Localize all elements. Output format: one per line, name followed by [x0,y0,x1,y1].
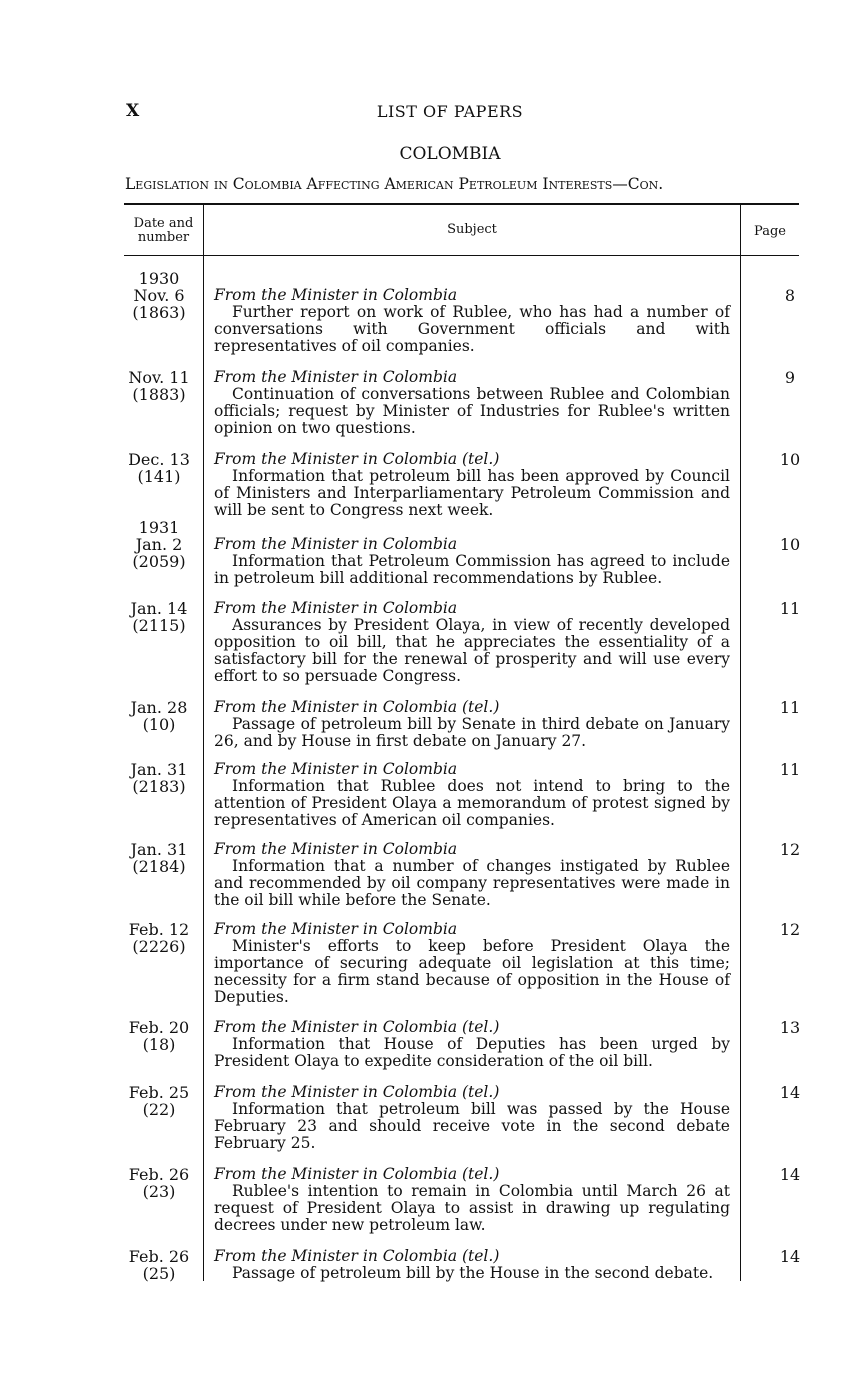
entry-number: (2184) [132,857,186,876]
entry-date: Feb. 20 [128,1018,190,1037]
entry-date: Jan. 31 [130,840,188,859]
entry-number: (10) [142,715,176,734]
entry-from: From the Minister in Colombia [214,840,458,858]
entry-description: Information that Rublee does not intend to bring to the attention of President Olaya a memorandum of protest signed by representatives of American oil companies. [214,777,730,829]
entry-number: (23) [142,1182,176,1201]
column-divider-left [203,205,204,1281]
entry-date: Jan. 14 [130,599,188,618]
entry-number: (2115) [132,616,186,635]
running-title: LIST OF PAPERS [376,102,524,121]
entry-page: 12 [779,840,801,859]
entry-from: From the Minister in Colombia (tel.) [214,1247,500,1265]
entry-year: 1931 [138,518,180,537]
column-header-date: Date and number [133,216,194,245]
entry-from: From the Minister in Colombia (tel.) [214,450,500,468]
entry-number: (1863) [132,303,186,322]
entry-number: (1883) [132,385,186,404]
entry-description: Minister's efforts to keep before President Olaya the importance of securing adequate oil legislation at this time; necessity for a firm stand because of opposition in the House of Deputies. [214,937,730,1006]
entry-from: From the Minister in Colombia [214,920,458,938]
entry-description: Rublee's intention to remain in Colombia until March 26 at request of President Olaya to assist in drawing up regulating decrees under new petroleum law. [214,1182,730,1234]
section-title: Legislation in Colombia Affecting American Petroleum Interests—Con. [125,175,664,193]
entry-page: 14 [779,1083,801,1102]
entry-date: Nov. 11 [128,368,190,387]
entry-from: From the Minister in Colombia [214,760,458,778]
entry-description: Information that petroleum bill has been approved by Council of Ministers and Interparliamentary Petroleum Commission and will be sent to Congress next week. [214,467,730,519]
country-heading: COLOMBIA [399,144,501,164]
entry-number: (18) [142,1035,176,1054]
entry-date: Jan. 31 [130,760,188,779]
entry-date: Feb. 26 [128,1165,190,1184]
page-number: X [126,101,140,121]
entry-date: Jan. 2 [135,535,183,554]
entry-number: (141) [137,467,181,486]
entry-page: 11 [779,760,801,779]
entry-number: (2059) [132,552,186,571]
entry-from: From the Minister in Colombia [214,535,458,553]
entry-description: Information that petroleum bill was passed by the House February 23 and should receive vote in the second debate February 25. [214,1100,730,1152]
entry-description: Passage of petroleum bill by Senate in third debate on January 26, and by House in first debate on January 27. [214,715,730,750]
entry-page: 9 [784,368,796,387]
entry-date: Jan. 28 [130,698,188,717]
entry-page: 12 [779,920,801,939]
entry-from: From the Minister in Colombia (tel.) [214,1018,500,1036]
table-top-rule [124,203,799,205]
entry-date: Dec. 13 [128,450,190,469]
entry-description: Continuation of conversations between Rublee and Colombian officials; request by Minister of Industries for Rublee's written opinion on two questions. [214,385,730,437]
entry-year: 1930 [138,269,180,288]
entry-number: (2226) [132,937,186,956]
entry-page: 14 [779,1247,801,1266]
column-header-page: Page [754,224,786,239]
entry-number: (25) [142,1264,176,1283]
entry-description: Information that House of Deputies has been urged by President Olaya to expedite consideration of the oil bill. [214,1035,730,1070]
entry-date: Feb. 12 [128,920,190,939]
entry-description: Passage of petroleum bill by the House in the second debate. [232,1264,714,1282]
entry-from: From the Minister in Colombia [214,286,458,304]
entry-description: Further report on work of Rublee, who has had a number of conversations with Government officials and with representatives of oil companies. [214,303,730,355]
table-header-rule [124,255,799,256]
entry-page: 10 [779,450,801,469]
entry-date: Feb. 25 [128,1083,190,1102]
entry-description: Assurances by President Olaya, in view of recently developed opposition to oil bill, that he appreciates the essentiality of a satisfactory bill for the renewal of prosperity and will use every effort to so persuade Congress. [214,616,730,685]
column-divider-right [740,205,741,1281]
entry-from: From the Minister in Colombia (tel.) [214,1083,500,1101]
entry-from: From the Minister in Colombia (tel.) [214,698,500,716]
entry-number: (2183) [132,777,186,796]
entry-number: (22) [142,1100,176,1119]
entry-description: Information that a number of changes instigated by Rublee and recommended by oil company representatives were made in the oil bill while before the Senate. [214,857,730,909]
entry-from: From the Minister in Colombia [214,599,458,617]
entry-page: 13 [779,1018,801,1037]
entry-from: From the Minister in Colombia [214,368,458,386]
entry-from: From the Minister in Colombia (tel.) [214,1165,500,1183]
entry-page: 11 [779,599,801,618]
entry-page: 10 [779,535,801,554]
entry-page: 11 [779,698,801,717]
entry-page: 14 [779,1165,801,1184]
entry-date: Nov. 6 [133,286,185,305]
entry-description: Information that Petroleum Commission has agreed to include in petroleum bill additional recommendations by Rublee. [214,552,730,587]
column-header-subject: Subject [447,222,497,237]
entry-date: Feb. 26 [128,1247,190,1266]
entry-page: 8 [784,286,796,305]
